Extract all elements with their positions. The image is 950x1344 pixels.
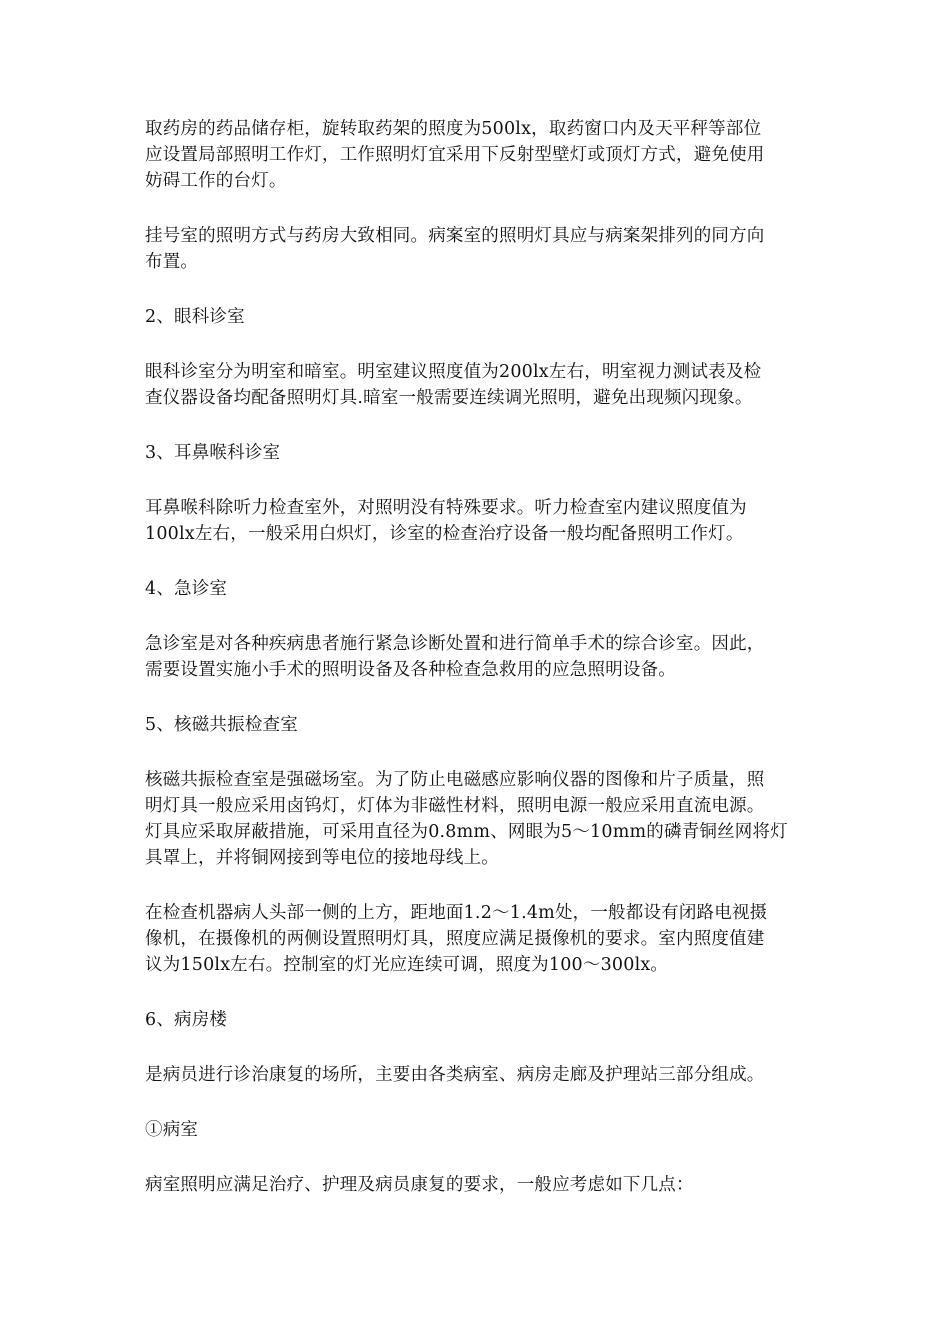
text-line: 灯具应采取屏蔽措施，可采用直径为0.8mm、网眼为5～10mm的磷青铜丝网将灯 [145,822,788,842]
section-heading: 3、耳鼻喉科诊室 [145,443,281,463]
text-line: 耳鼻喉科除听力检查室外，对照明没有特殊要求。听力检查室内建议照度值为 [145,498,747,518]
paragraph-ward-building [145,1062,813,1088]
text-line: 具罩上，并将铜网接到等电位的接地母线上。 [145,848,499,868]
text-line: 是病员进行诊治康复的场所，主要由各类病室、病房走廊及护理站三部分组成。 [145,1065,765,1085]
text-line: 取药房的药品储存柜，旋转取药架的照度为500lx，取药窗口内及天平秤等部位 [145,119,762,139]
text-line: 病室照明应满足治疗、护理及病员康复的要求，一般应考虑如下几点： [145,1175,694,1195]
text-line: 布置。 [145,252,199,272]
paragraph-ward-room [145,1172,813,1198]
paragraph-ophthalmology [145,359,813,411]
text-line: 急诊室是对各种疾病患者施行紧急诊断处置和进行简单手术的综合诊室。因此， [145,634,765,654]
heading-ent [145,440,813,466]
section-heading: ①病室 [145,1120,199,1140]
text-line: 需要设置实施小手术的照明设备及各种检查急救用的应急照明设备。 [145,660,676,680]
document-body [145,116,813,1198]
text-line: 明灯具一般应采用卤钨灯，灯体为非磁性材料，照明电源一般应采用直流电源。 [145,796,765,816]
section-heading: 6、病房楼 [145,1010,228,1030]
text-line: 100lx左右，一般采用白炽灯，诊室的检查治疗设备一般均配备照明工作灯。 [145,524,744,544]
paragraph-ent [145,495,813,547]
paragraph-registration-room [145,223,813,275]
paragraph-mri [145,767,813,871]
paragraph-emergency [145,631,813,683]
text-line: 妨碍工作的台灯。 [145,171,287,191]
text-line: 核磁共振检查室是强磁场室。为了防止电磁感应影响仪器的图像和片子质量，照 [145,770,765,790]
text-line: 查仪器设备均配备照明灯具.暗室一般需要连续调光照明，避免出现频闪现象。 [145,388,753,408]
paragraph-pharmacy-storage [145,116,813,194]
text-line: 在检查机器病人头部一侧的上方，距地面1.2～1.4m处，一般都设有闭路电视摄 [145,903,768,923]
heading-ophthalmology [145,304,813,330]
section-heading: 2、眼科诊室 [145,307,245,327]
text-line: 议为150lx左右。控制室的灯光应连续可调，照度为100～300lx。 [145,955,669,975]
section-heading: 5、核磁共振检查室 [145,715,298,735]
heading-ward-building [145,1007,813,1033]
text-line: 像机，在摄像机的两侧设置照明灯具，照度应满足摄像机的要求。室内照度值建 [145,929,765,949]
paragraph-mri-camera [145,900,813,978]
text-line: 眼科诊室分为明室和暗室。明室建议照度值为200lx左右，明室视力测试表及检 [145,362,762,382]
text-line: 应设置局部照明工作灯，工作照明灯宜采用下反射型壁灯或顶灯方式，避免使用 [145,145,765,165]
heading-emergency [145,576,813,602]
heading-mri [145,712,813,738]
section-heading: 4、急诊室 [145,579,228,599]
heading-ward-room [145,1117,813,1143]
text-line: 挂号室的照明方式与药房大致相同。病案室的照明灯具应与病案架排列的同方向 [145,226,765,246]
